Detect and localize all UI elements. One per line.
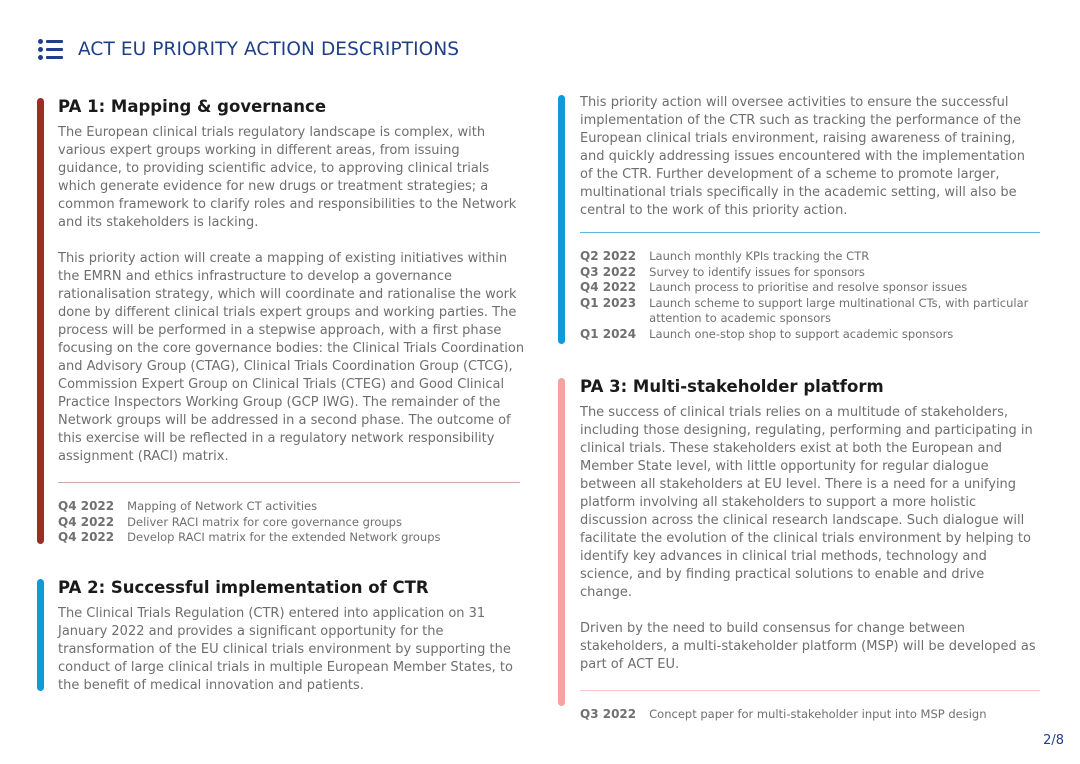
milestone-row bbox=[58, 499, 441, 515]
milestone-date: Q4 2022 bbox=[58, 499, 115, 513]
pa1-paragraph: This priority action will create a mapping of existing initiatives within the EMRN and ethics infrastructure to develop a governance rationalisation strategy, which will coordinate and rationalise the work done by different clinical trials expert groups and working parties. The process will be performed in a stepwise approach, with a first phase focusing on the core governance bodies: the Clinical Trials Coordination and Advisory Group (CTAG), Clinical Trials Coordination Group (CTCG), Commission Expert Group on Clinical Trials (CTEG) and Good Clinical Practice Inspectors Working Group (GCP IWG). The remainder of the Network groups will be addressed in a second phase. The outcome of this exercise will be reflected in a regulatory network responsibility assignment (RACI) matrix. bbox=[58, 251, 525, 464]
milestone-row bbox=[580, 265, 1040, 281]
pa3-divider bbox=[580, 690, 1040, 691]
pa2-divider bbox=[580, 232, 1040, 233]
page-title: ACT EU PRIORITY ACTION DESCRIPTIONS bbox=[78, 38, 460, 60]
milestone-text: Launch one-stop shop to support academic sponsors bbox=[649, 326, 954, 341]
pa2-continued-accent-bar bbox=[558, 95, 565, 344]
milestone-date: Q4 2022 bbox=[58, 514, 115, 529]
milestone-date: Q4 2022 bbox=[580, 280, 637, 294]
milestone-date: Q1 2024 bbox=[580, 326, 637, 341]
pa2-continued-section bbox=[580, 94, 1040, 342]
pa1-title: PA 1: Mapping & governance bbox=[58, 97, 327, 116]
pa1-divider bbox=[58, 482, 520, 483]
page-number: 2/8 bbox=[1043, 733, 1064, 748]
milestone-row bbox=[580, 327, 1040, 343]
pa3-milestones bbox=[580, 707, 987, 723]
milestone-text: Launch monthly KPIs tracking the CTR bbox=[649, 249, 870, 263]
pa1-accent-bar bbox=[37, 98, 44, 544]
milestone-text: Mapping of Network CT activities bbox=[127, 499, 318, 513]
milestone-row bbox=[580, 707, 987, 723]
pa3-accent-bar bbox=[558, 378, 565, 706]
pa2-section bbox=[58, 578, 520, 695]
milestone-text: Survey to identify issues for sponsors bbox=[649, 264, 865, 279]
milestone-row bbox=[58, 515, 441, 531]
milestone-row bbox=[58, 530, 441, 546]
milestone-text: Deliver RACI matrix for core governance groups bbox=[127, 514, 402, 529]
pa2-paragraph: The Clinical Trials Regulation (CTR) entered into application on 31 January 2022 and provides a significant opportunity for the transformation of the EU clinical trials environment by supporting the conduct of large clinical trials in multiple European Member States, to the benefit of medical innovation and patients. bbox=[58, 606, 513, 693]
pa2-title: PA 2: Successful implementation of CTR bbox=[58, 578, 429, 597]
pa1-milestones bbox=[58, 499, 441, 546]
milestone-date: Q3 2022 bbox=[580, 264, 637, 279]
pa1-paragraph: The European clinical trials regulatory landscape is complex, with various expert groups working in different areas, from issuing guidance, to providing scientific advice, to approving clinical trials which generate evidence for new drugs or treatment strategies; a common framework to clarify roles and responsibilities to the Network and its stakeholders is lacking. bbox=[58, 125, 517, 230]
milestone-row bbox=[580, 296, 1040, 327]
pa3-section bbox=[580, 377, 1040, 723]
milestone-date: Q2 2022 bbox=[580, 249, 637, 263]
pa3-paragraph: Driven by the need to build consensus for change between stakeholders, a multi-stakeholder platform (MSP) will be developed as part of ACT EU. bbox=[580, 621, 1036, 672]
milestone-row bbox=[580, 280, 1040, 296]
milestone-text: Develop RACI matrix for the extended Network groups bbox=[127, 530, 441, 544]
milestone-row bbox=[580, 249, 1040, 265]
pa3-title: PA 3: Multi-stakeholder platform bbox=[580, 377, 884, 396]
milestone-text: Launch process to prioritise and resolve sponsor issues bbox=[649, 280, 968, 294]
list-icon bbox=[38, 38, 64, 60]
milestone-date: Q3 2022 bbox=[580, 707, 637, 721]
pa2-paragraph: This priority action will oversee activities to ensure the successful implementation of the CTR such as tracking the performance of the European clinical trials environment, raising awareness of training, and quickly addressing issues encountered with the implementation of the CTR. Further development of a scheme to promote larger, multinational trials specifically in the academic setting, will also be central to the work of this priority action. bbox=[580, 95, 1025, 218]
page-header bbox=[38, 38, 459, 60]
pa2-milestones bbox=[580, 249, 1040, 342]
milestone-date: Q1 2023 bbox=[580, 295, 637, 310]
milestone-date: Q4 2022 bbox=[58, 530, 115, 544]
pa3-paragraph: The success of clinical trials relies on a multitude of stakeholders, including those designing, regulating, performing and participating in clinical trials. These stakeholders exist at both the European and Member State level, with little opportunity for regular dialogue between all stakeholders at EU level. There is a need for a unifying platform involving all stakeholders to support a more holistic discussion across the clinical research landscape. Such dialogue will facilitate the evolution of the clinical trials environment by helping to identify key advances in clinical trial methods, technology and science, and by finding practical solutions to enable and drive change. bbox=[580, 405, 1033, 600]
pa1-section bbox=[58, 97, 525, 546]
milestone-text: Launch scheme to support large multinational CTs, with particular attention to academic sponsors bbox=[649, 295, 1029, 325]
pa2-accent-bar bbox=[37, 579, 44, 691]
milestone-text: Concept paper for multi-stakeholder input into MSP design bbox=[649, 707, 987, 721]
